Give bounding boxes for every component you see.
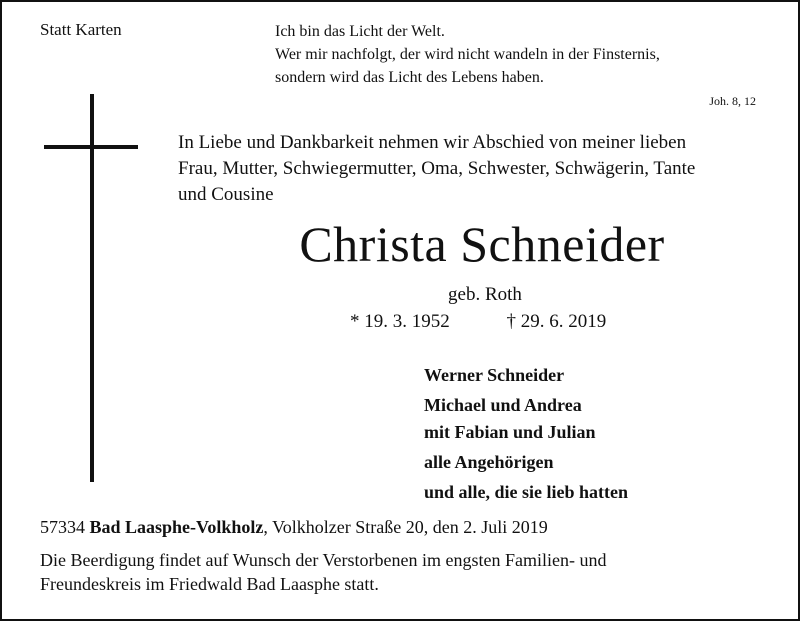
verse-reference: Joh. 8, 12 (709, 94, 756, 108)
verse-line: Ich bin das Licht der Welt. (275, 23, 445, 40)
death-date: † 29. 6. 2019 (506, 311, 607, 332)
cross-icon (90, 94, 94, 482)
verse-line: Wer mir nachfolgt, der wird nicht wandeln in der Finsternis, (275, 46, 660, 63)
verse-line: sondern wird das Licht des Lebens haben. (275, 69, 544, 86)
funeral-line: Die Beerdigung findet auf Wunsch der Verstorbenen im engsten Familien- und (40, 550, 607, 570)
mourner-line: Michael und Andrea (424, 395, 582, 415)
deceased-name: Christa Schneider (299, 216, 665, 272)
address-rest: , Volkholzer Straße 20, den 2. Juli 2019 (263, 517, 548, 537)
birth-date: * 19. 3. 1952 (350, 311, 450, 332)
birth-name: geb. Roth (448, 284, 522, 305)
cross-icon-bar (44, 145, 138, 149)
life-dates (350, 311, 606, 333)
postal-code: 57334 (40, 517, 85, 537)
address-line (40, 517, 548, 538)
intro-line: Frau, Mutter, Schwiegermutter, Oma, Schwester, Schwägerin, Tante (178, 158, 696, 179)
funeral-note (40, 548, 780, 596)
mourner-line: und alle, die sie lieb hatten (424, 482, 629, 502)
funeral-line: Freundeskreis im Friedwald Bad Laasphe statt. (40, 574, 379, 594)
town-name: Bad Laasphe-Volkholz (89, 517, 264, 537)
intro-line: und Cousine (178, 184, 274, 205)
mourner-line: mit Fabian und Julian (424, 422, 596, 442)
mourners-list (424, 362, 628, 506)
statt-karten-label: Statt Karten (40, 20, 122, 39)
intro-line: In Liebe und Dankbarkeit nehmen wir Abschied von meiner lieben (178, 132, 687, 153)
bible-verse (275, 20, 660, 89)
mourner-line: alle Angehörigen (424, 452, 554, 472)
intro-text (178, 130, 788, 208)
mourner-line: Werner Schneider (424, 365, 565, 385)
